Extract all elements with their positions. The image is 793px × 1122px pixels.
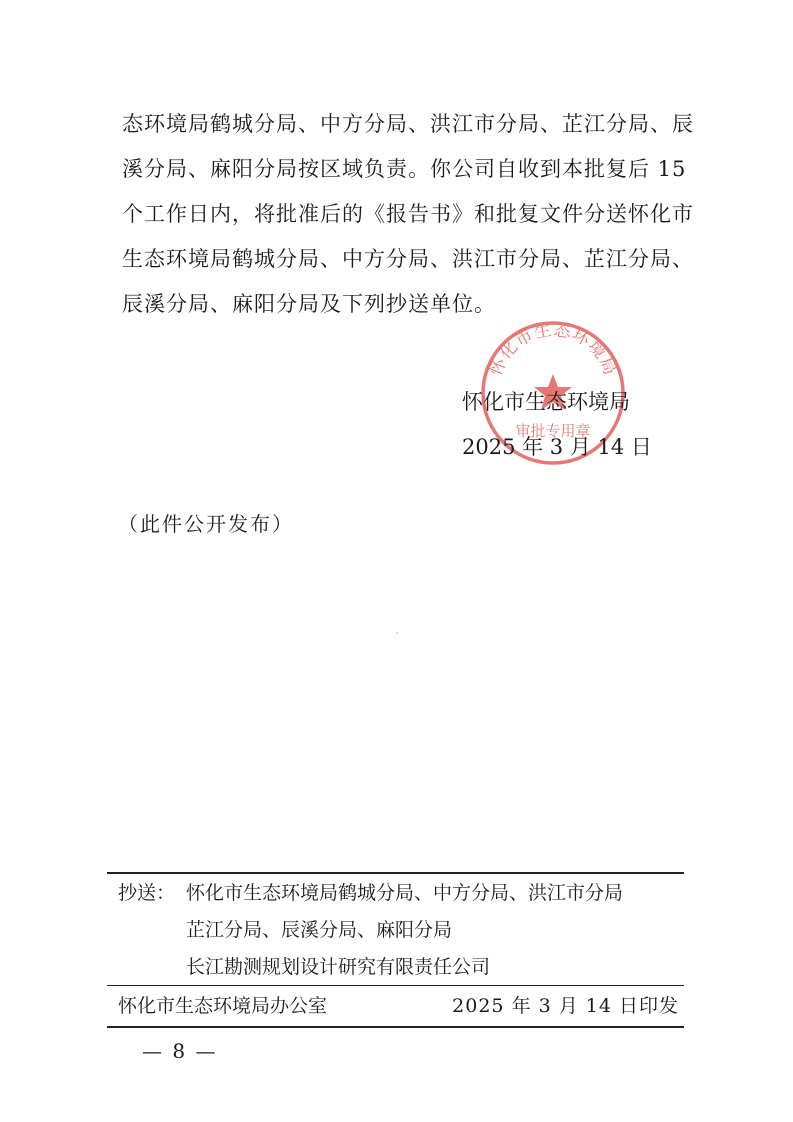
footer-bottom-rule	[107, 1026, 684, 1028]
publication-note: （此件公开发布）	[118, 512, 294, 536]
svg-text:怀化市生态环境局	[486, 320, 620, 379]
footer-mid-rule	[107, 985, 684, 986]
body-line: 溪分局、麻阳分局按区域负责。你公司自收到本批复后 15	[122, 157, 687, 181]
cc-list	[186, 876, 623, 987]
body-line: 个工作日内，将批准后的《报告书》和批复文件分送怀化市	[122, 202, 694, 226]
signature-date: 2025 年 3 月 14 日	[462, 435, 652, 459]
issuing-office: 怀化市生态环境局办公室	[118, 995, 328, 1017]
cc-line: 芷江分局、辰溪分局、麻阳分局	[186, 919, 453, 941]
cc-line: 怀化市生态环境局鹤城分局、中方分局、洪江市分局	[186, 882, 624, 904]
body-line: 生态环境局鹤城分局、中方分局、洪江市分局、芷江分局、	[122, 247, 694, 271]
cc-line: 长江勘测规划设计研究有限责任公司	[186, 956, 491, 978]
page-number: — 8 —	[142, 1039, 218, 1063]
body-line: 态环境局鹤城分局、中方分局、洪江市分局、芷江分局、辰	[122, 112, 694, 136]
footer-top-rule	[107, 872, 684, 874]
signature-block	[462, 382, 662, 472]
issuer-name: 怀化市生态环境局	[462, 390, 630, 414]
cc-label: 抄送：	[118, 882, 176, 904]
seal-bottom-text: 审批专用章	[515, 422, 591, 440]
issue-date: 2025 年 3 月 14 日印发	[452, 995, 679, 1017]
seal-arc-text: 怀化市生态环境局	[485, 320, 621, 379]
body-paragraph	[122, 104, 694, 329]
scan-speck	[396, 632, 398, 634]
body-line: 辰溪分局、麻阳分局及下列抄送单位。	[122, 292, 496, 316]
